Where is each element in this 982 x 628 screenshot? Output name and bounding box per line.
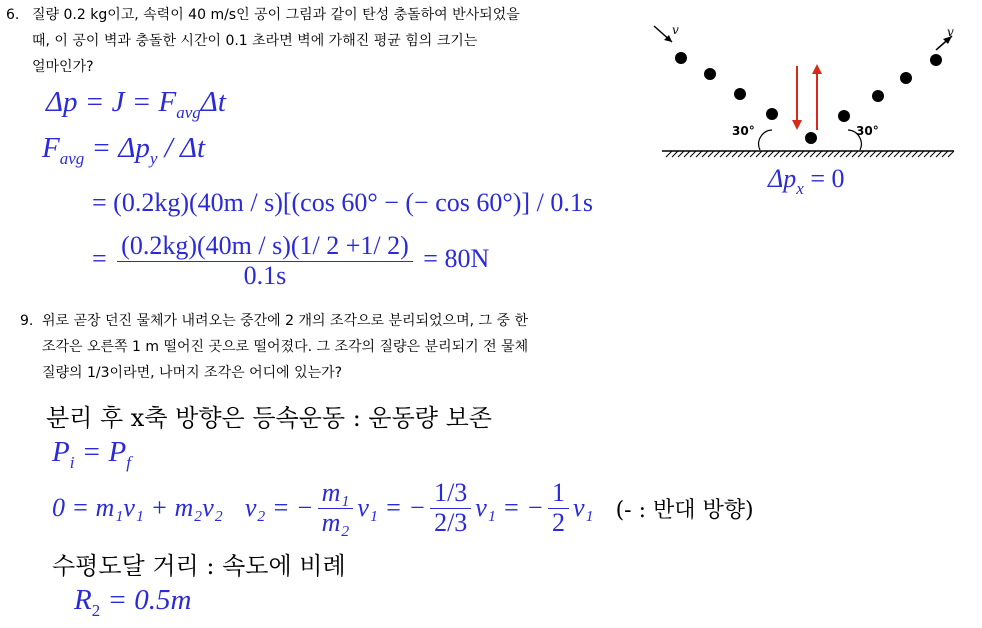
range-heading: 수평도달 거리 : 속도에 비례 bbox=[52, 552, 346, 580]
solution6-eq4 bbox=[92, 232, 489, 290]
angle-left-label: 30° bbox=[732, 124, 755, 138]
eq1-rhs: Δt bbox=[200, 86, 226, 118]
v2-lhs: v₂ = − bbox=[244, 493, 314, 522]
momentum-equation: 0 = m₁v₁ + m₂v₂ bbox=[52, 493, 223, 522]
dpx-sub: x bbox=[796, 179, 804, 198]
range-equation bbox=[74, 584, 192, 620]
v1-c: v₁ bbox=[572, 493, 594, 522]
frac2-den: 2/3 bbox=[434, 507, 468, 537]
frac3-den: 2 bbox=[551, 507, 565, 537]
impulse-arrows bbox=[792, 64, 822, 130]
problem6-text-line1: 질량 0.2 kg이고, 속력이 40 m/s인 공이 그림과 같이 탄성 충돌하여 반사되었을 bbox=[32, 7, 520, 23]
ground-surface bbox=[662, 151, 954, 157]
dpx-rhs: = 0 bbox=[803, 164, 845, 193]
eq2-sub2: y bbox=[149, 149, 158, 168]
v-right-label: v bbox=[947, 25, 954, 39]
eq1-lhs: Δp = J = F bbox=[46, 86, 177, 118]
problem6-number: 6. bbox=[6, 7, 20, 23]
eq4-denominator: 0.1s bbox=[243, 260, 287, 290]
p-line-P: P bbox=[52, 436, 70, 468]
eq2-sub: avg bbox=[59, 149, 85, 168]
frac3-num: 1 bbox=[548, 479, 569, 509]
fraction-half bbox=[548, 479, 569, 537]
eq2-rhs: / Δt bbox=[157, 132, 206, 164]
problem9-text-line3: 질량의 1/3이라면, 나머지 조각은 어디에 있는가? bbox=[42, 365, 343, 381]
problem9-text-line1: 위로 곧장 던진 물체가 내려오는 중간에 2 개의 조각으로 분리되었으며, 그 중 한 bbox=[42, 313, 529, 329]
p-line-f: f bbox=[126, 453, 131, 472]
eq4-numerator: (0.2kg)(40m / s)(1/ 2 +1/ 2) bbox=[117, 232, 413, 262]
eq4-fraction bbox=[117, 232, 413, 290]
eq4-result: = 80N bbox=[423, 244, 490, 274]
range-R: R bbox=[74, 584, 92, 616]
v-left-label: v bbox=[672, 23, 679, 37]
dpx-label: Δp bbox=[768, 164, 797, 193]
v1-b: v₁ = − bbox=[475, 493, 544, 522]
range-rhs: = 0.5m bbox=[100, 584, 192, 616]
incoming-arrow bbox=[654, 26, 672, 42]
range-sub: 2 bbox=[91, 601, 101, 620]
fraction-thirds bbox=[430, 479, 471, 537]
p-line-i: i bbox=[69, 453, 75, 472]
solution6-eq2 bbox=[42, 132, 206, 168]
direction-note: (- : 반대 방향) bbox=[615, 497, 754, 523]
ball-positions bbox=[675, 52, 942, 144]
eq2-mid: = Δp bbox=[84, 132, 150, 164]
problem6-text-line3: 얼마인가? bbox=[32, 59, 94, 75]
problem6-text-line2: 때, 이 공이 벽과 충돌한 시간이 0.1 초라면 벽에 가해진 평균 힘의 크기는 bbox=[32, 33, 478, 49]
solution9-p-line bbox=[52, 436, 131, 472]
frac1-num: m₁ bbox=[318, 479, 354, 509]
p-line-eq: = P bbox=[74, 436, 127, 468]
dpx-equation bbox=[768, 164, 845, 198]
eq2-F: F bbox=[42, 132, 60, 164]
angle-right-label: 30° bbox=[856, 124, 879, 138]
bounce-figure bbox=[636, 18, 966, 168]
fraction-m1-m2 bbox=[318, 479, 354, 537]
solution9-momentum-line bbox=[52, 470, 754, 546]
frac2-num: 1/3 bbox=[430, 479, 471, 509]
problem9-text-line2: 조각은 오른쪽 1 m 떨어진 곳으로 떨어졌다. 그 조각의 질량은 분리되기 전 물체 bbox=[42, 339, 529, 355]
solution6-eq3: = (0.2kg)(40m / s)[(cos 60° − (− cos 60°)] / 0.1s bbox=[92, 188, 593, 217]
problem9-number: 9. bbox=[20, 313, 34, 329]
eq1-sub: avg bbox=[176, 103, 201, 122]
solution9-heading: 분리 후 x축 방향은 등속운동 : 운동량 보존 bbox=[46, 404, 492, 432]
eq4-eq: = bbox=[92, 244, 107, 274]
solution6-eq1 bbox=[46, 86, 226, 122]
v1-a: v₁ = − bbox=[357, 493, 427, 522]
frac1-den: m₂ bbox=[321, 507, 350, 537]
